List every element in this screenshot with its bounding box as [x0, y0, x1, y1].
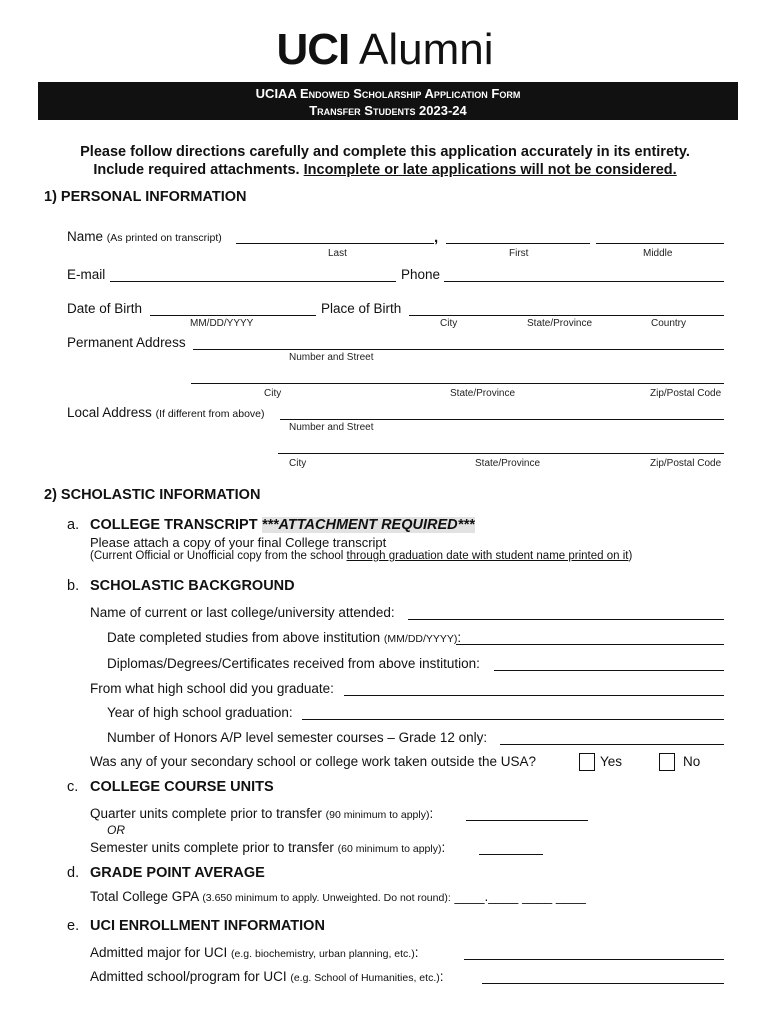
middle-name-field[interactable]	[596, 243, 724, 244]
name-label-text: Name	[67, 229, 104, 244]
last-name-field[interactable]	[236, 243, 434, 244]
local-street-field[interactable]	[280, 419, 724, 420]
school-colon: :	[439, 969, 444, 984]
quarter-units-text: Quarter units complete prior to transfer	[90, 806, 326, 821]
quarter-units-note: (90 minimum to apply)	[325, 809, 430, 821]
a-letter: a.	[67, 517, 80, 533]
attachment-required: ***ATTACHMENT REQUIRED***	[261, 517, 475, 533]
sub-perm-street: Number and Street	[289, 352, 374, 363]
outside-usa-label: Was any of your secondary school or college work taken outside the USA?	[90, 754, 536, 769]
form-subtitle: Transfer Students 2023-24	[309, 103, 467, 118]
pob-label: Place of Birth	[321, 301, 402, 316]
honors-label: Number of Honors A/P level semester courses – Grade 12 only:	[107, 730, 488, 745]
sub-pob-city: City	[440, 318, 458, 329]
honors-field[interactable]	[500, 744, 724, 745]
form-title-banner	[38, 82, 738, 120]
major-label	[90, 945, 418, 960]
sub-pob-country: Country	[651, 318, 687, 329]
transcript-note-b: through graduation date with student name printed on it	[346, 550, 629, 562]
major-text: Admitted major for UCI	[90, 945, 232, 960]
instructions-line1: Please follow directions carefully and complete this application accurately in its entirety.	[80, 144, 690, 160]
date-completed-note: (MM/DD/YYYY)	[383, 633, 458, 645]
sub-dob: MM/DD/YYYY	[190, 318, 254, 329]
b-letter: b.	[67, 578, 80, 594]
transcript-note	[90, 550, 632, 562]
major-colon: :	[414, 945, 419, 960]
local-address-note: (If different from above)	[155, 408, 265, 420]
quarter-units-field[interactable]	[466, 820, 588, 821]
logo-alumni: Alumni	[349, 25, 494, 74]
perm-address-label: Permanent Address	[67, 335, 186, 350]
perm-city-field[interactable]	[191, 383, 724, 384]
high-school-label: From what high school did you graduate:	[90, 681, 334, 696]
e-letter: e.	[67, 918, 80, 934]
dob-label: Date of Birth	[67, 301, 143, 316]
email-field[interactable]	[110, 281, 396, 282]
school-text: Admitted school/program for UCI	[90, 969, 291, 984]
sub-perm-state: State/Province	[450, 388, 516, 399]
sub-local-street: Number and Street	[289, 422, 374, 433]
yes-label: Yes	[600, 754, 623, 769]
transcript-note-c: )	[628, 550, 633, 562]
transcript-heading	[90, 517, 475, 533]
instructions-warning: Incomplete or late applications will not be considered.	[303, 162, 677, 178]
gpa-text: Total College GPA	[90, 889, 203, 904]
personal-heading: 1) PERSONAL INFORMATION	[44, 189, 247, 205]
d-letter: d.	[67, 865, 80, 881]
date-completed-colon: :	[457, 630, 462, 645]
email-label: E-mail	[67, 267, 106, 282]
sub-perm-zip: Zip/Postal Code	[650, 388, 722, 399]
diplomas-field[interactable]	[494, 670, 724, 671]
sub-middle: Middle	[643, 248, 673, 259]
college-label: Name of current or last college/university attended:	[90, 605, 395, 620]
instructions	[0, 143, 770, 179]
gpa-heading: GRADE POINT AVERAGE	[90, 865, 265, 881]
local-city-field[interactable]	[278, 453, 724, 454]
hs-year-field[interactable]	[302, 719, 724, 720]
date-completed-label	[107, 630, 461, 645]
yes-checkbox[interactable]	[579, 753, 595, 771]
logo-uci: UCI	[276, 25, 350, 74]
instructions-line2	[0, 161, 770, 179]
major-field[interactable]	[464, 959, 724, 960]
instructions-attach: Include required attachments.	[93, 162, 304, 178]
sub-local-city: City	[289, 458, 307, 469]
scholastic-heading: 2) SCHOLASTIC INFORMATION	[44, 487, 261, 503]
gpa-field[interactable]: ____.____ ____ ____	[450, 889, 586, 904]
first-name-field[interactable]	[446, 243, 590, 244]
sub-perm-city: City	[264, 388, 282, 399]
high-school-field[interactable]	[344, 695, 724, 696]
gpa-note: (3.650 minimum to apply. Unweighted. Do not round):	[202, 892, 451, 904]
transcript-note-a: (Current Official or Unofficial copy from the school	[90, 550, 347, 562]
phone-field[interactable]	[444, 281, 724, 282]
perm-street-field[interactable]	[193, 349, 724, 350]
name-label	[67, 229, 222, 244]
sub-last: Last	[328, 248, 347, 259]
dob-field[interactable]	[150, 315, 316, 316]
school-note: (e.g. School of Humanities, etc.)	[290, 972, 440, 984]
phone-label: Phone	[401, 267, 441, 282]
hs-year-label: Year of high school graduation:	[107, 705, 293, 720]
quarter-units-colon: :	[429, 806, 434, 821]
no-checkbox[interactable]	[659, 753, 675, 771]
semester-units-note: (60 minimum to apply)	[337, 843, 442, 855]
semester-units-label	[90, 840, 445, 855]
transcript-title: COLLEGE TRANSCRIPT	[90, 517, 262, 533]
sub-local-state: State/Province	[475, 458, 541, 469]
local-address-label	[67, 405, 265, 420]
date-completed-field[interactable]	[456, 644, 724, 645]
c-letter: c.	[67, 779, 79, 795]
semester-units-colon: :	[441, 840, 446, 855]
no-label: No	[683, 754, 701, 769]
diplomas-label: Diplomas/Degrees/Certificates received from above institution:	[107, 656, 480, 671]
pob-field[interactable]	[409, 315, 724, 316]
semester-units-field[interactable]	[479, 854, 543, 855]
school-field[interactable]	[482, 983, 724, 984]
name-comma: ,	[434, 229, 439, 246]
date-completed-text: Date completed studies from above institution	[107, 630, 384, 645]
enrollment-heading: UCI ENROLLMENT INFORMATION	[90, 918, 325, 934]
name-note: (As printed on transcript)	[106, 232, 222, 244]
college-field[interactable]	[408, 619, 724, 620]
units-heading: COLLEGE COURSE UNITS	[90, 779, 274, 795]
semester-units-text: Semester units complete prior to transfer	[90, 840, 338, 855]
school-label	[90, 969, 444, 984]
uci-alumni-logo	[0, 26, 770, 74]
quarter-units-label	[90, 806, 433, 821]
gpa-label	[90, 889, 586, 904]
sub-pob-state: State/Province	[527, 318, 593, 329]
or-label: OR	[107, 823, 125, 837]
form-title: UCIAA Endowed Scholarship Application Form	[255, 86, 521, 101]
local-address-text: Local Address	[67, 405, 152, 420]
transcript-instruction: Please attach a copy of your final College transcript	[90, 535, 387, 550]
background-heading: SCHOLASTIC BACKGROUND	[90, 578, 295, 594]
major-note: (e.g. biochemistry, urban planning, etc.)	[231, 948, 415, 960]
sub-first: First	[509, 248, 529, 259]
sub-local-zip: Zip/Postal Code	[650, 458, 722, 469]
